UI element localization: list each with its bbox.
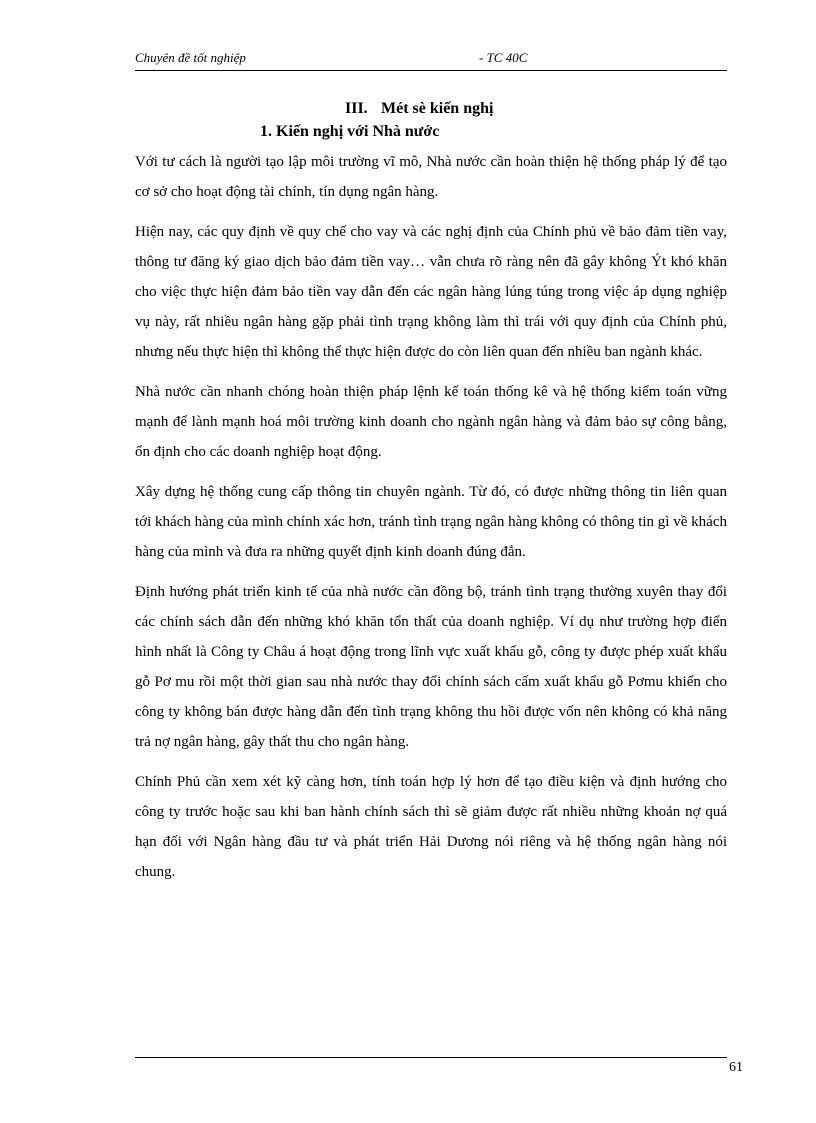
body-text [135, 147, 727, 897]
subsection-heading: 1. Kiến nghị với Nhà nước [260, 123, 440, 140]
section-title: Mét sè kiến nghị [381, 100, 494, 117]
paragraph: Hiện nay, các quy định về quy chế cho vay và các nghị định của Chính phủ về bảo đảm tiền vay, thông tư đăng ký giao dịch bảo đảm tiền vay… vẫn chưa rõ ràng nên đã gây không Ýt khó khăn cho việc thực hiện đảm bảo tiền vay dẫn đến các ngân hàng lúng túng trong việc áp dụng nghiệp vụ này, rất nhiều ngân hàng gặp phải tình trạng không làm thì trái với quy định của Chính phủ, nhưng nếu thực hiện thì không thể thực hiện được do còn liên quan đến nhiều ban ngành khác. [135, 224, 727, 360]
paragraph: Với tư cách là người tạo lập môi trường vĩ mô, Nhà nước cần hoàn thiện hệ thống pháp lý để tạo cơ sở cho hoạt động tài chính, tín dụng ngân hàng. [135, 154, 727, 200]
paragraph: Định hướng phát triển kinh tế của nhà nước cần đồng bộ, tránh tình trạng thường xuyên thay đổi các chính sách dẫn đến những khó khăn tổn thất của doanh nghiệp. Ví dụ như trường hợp điển hình nhất là Công ty Châu á hoạt động trong lĩnh vực xuất khẩu gỗ, công ty được phép xuất khẩu gỗ Pơ mu rồi một thời gian sau nhà nước thay đổi chính sách cấm xuất khẩu gỗ Pơmu khiến cho công ty không bán được hàng dẫn đến tình trạng không thu hồi được vốn nên không có khả năng trả nợ ngân hàng, gây thất thu cho ngân hàng. [135, 584, 727, 750]
header-class-code: - TC 40C [479, 50, 528, 65]
footer-divider [135, 1057, 727, 1058]
section-heading [345, 100, 493, 118]
header-document-type: Chuyên đề tốt nghiệp [135, 50, 246, 65]
page-number: 61 [729, 1060, 743, 1075]
page-header [135, 50, 727, 71]
paragraph: Nhà nước cần nhanh chóng hoàn thiện pháp lệnh kế toán thống kê và hệ thống kiểm toán vững mạnh để lành mạnh hoá môi trường kinh doanh cho ngành ngân hàng và đảm bảo sự công bằng, ổn định cho các doanh nghiệp hoạt động. [135, 384, 727, 460]
paragraph: Chính Phủ cần xem xét kỹ càng hơn, tính toán hợp lý hơn để tạo điều kiện và định hướng cho công ty trước hoặc sau khi ban hành chính sách thì sẽ giảm được rất nhiều những khoản nợ quá hạn đối với Ngân hàng đầu tư và phát triển Hải Dương nói riêng và hệ thống ngân hàng nói chung. [135, 774, 727, 880]
paragraph: Xây dựng hệ thống cung cấp thông tin chuyên ngành. Từ đó, có được những thông tin liên quan tới khách hàng của mình chính xác hơn, tránh tình trạng ngân hàng không có thông tin gì về khách hàng của mình và đưa ra những quyết định kinh doanh đúng đắn. [135, 484, 727, 560]
section-number: III. [345, 100, 368, 117]
